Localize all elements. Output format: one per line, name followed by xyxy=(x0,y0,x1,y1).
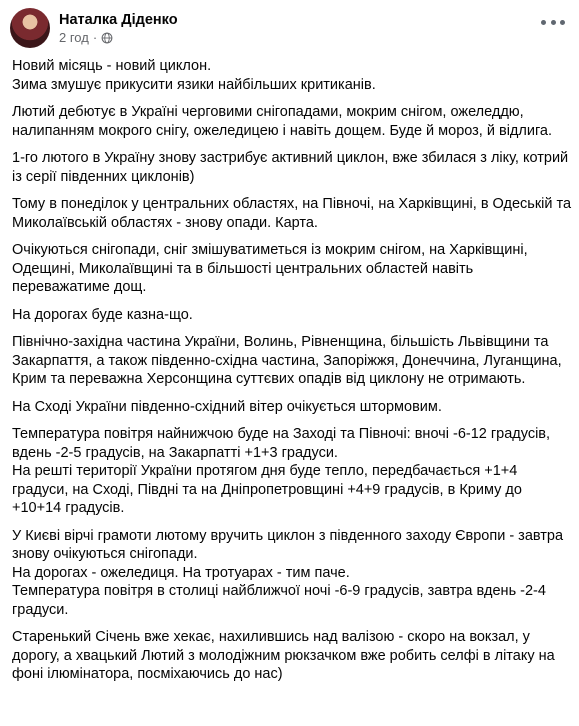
post-paragraph: Новий місяць - новий циклон. Зима змушує прикусити язики найбільших критиканів. xyxy=(12,58,376,93)
post-paragraph: Очікуються снігопади, сніг змішуватиметься із мокрим снігом, на Харківщині, Одещині, Миколаївщині та в більшості центральних областей навіть переважатиме дощ. xyxy=(12,242,528,295)
post-paragraph: 1-го лютого в Україну знову застрибує активний циклон, вже збилася з ліку, котрий із серії південних циклонів) xyxy=(12,150,569,185)
more-dot xyxy=(551,20,556,25)
post-meta xyxy=(59,30,178,46)
post-paragraph: На Сході України південно-східний вітер очікується штормовим. xyxy=(12,398,442,415)
more-options-button[interactable] xyxy=(541,14,565,30)
post-paragraph: Лютий дебютує в Україні черговими снігопадами, мокрим снігом, ожеледдю, налипанням мокрого снігу, ожеледицею і навіть дощем. Буде й мороз, й відлига. xyxy=(12,104,553,139)
post-paragraph: У Києві вірчі грамоти лютому вручить циклон з південного заходу Європи - завтра знову очікуються снігопади. На дорогах - ожеледиця. На тротуарах - тим паче. Температура повітря в столиці найближчої ночі -6-9 градусів, завтра вдень -2-4 градуси. xyxy=(12,527,564,618)
post-paragraph: Старенький Січень вже хекає, нахилившись над валізою - скоро на вокзал, у дорогу, а хвацький Лютий з молодіжним рюкзачком вже робить селфі в літаку на фоні ілюмінатора, посміхаючись до нас) xyxy=(12,629,555,682)
globe-icon[interactable] xyxy=(101,32,113,44)
author-info xyxy=(59,11,178,46)
more-dot xyxy=(541,20,546,25)
post-header xyxy=(10,8,178,48)
post-paragraph: Північно-західна частина України, Волинь, Рівненщина, більшість Львівщини та Закарпаття, а також південно-східна частина, Запоріжжя, Донеччина, Луганщина, Крим та переважна Херсонщина суттєвих опадів від циклону не отримають. xyxy=(12,334,562,387)
post-text xyxy=(12,57,572,693)
post-time[interactable]: 2 год xyxy=(59,29,89,45)
post-paragraph: Тому в понеділок у центральних областях, на Півночі, на Харківщині, в Одеській та Миколаївській областях - знову опади. Карта. xyxy=(12,196,572,231)
author-name[interactable]: Наталка Діденко xyxy=(59,11,178,28)
meta-separator: · xyxy=(92,29,98,45)
post-paragraph: Температура повітря найнижчою буде на Заході та Півночі: вночі -6-12 градусів, вдень -2-5 градусів, на Закарпатті +1+3 градуси. На решті території України протягом дня буде тепло, передбачається +1+4 градуси, на Сході, Півдні та на Дніпропетровщині +4+9 градусів, в Криму до +10+14 градусів. xyxy=(12,426,551,516)
post-paragraph: На дорогах буде казна-що. xyxy=(12,306,193,323)
more-dot xyxy=(560,20,565,25)
author-avatar[interactable] xyxy=(10,8,50,48)
